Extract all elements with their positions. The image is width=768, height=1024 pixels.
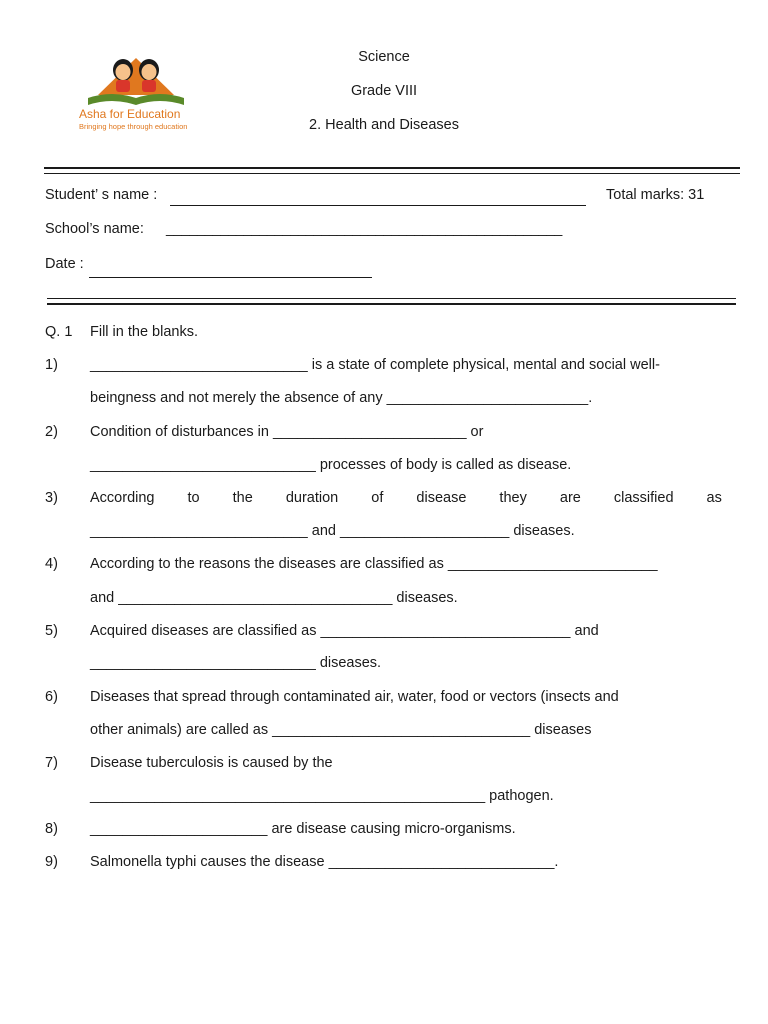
chapter-title: 2. Health and Diseases [309,117,459,133]
question-number: Q. 1 [45,324,73,340]
total-marks: Total marks: 31 [606,187,705,203]
info-rule-bottom [47,303,736,305]
word: disease [416,490,467,506]
school-name-label: School’s name: [45,221,144,237]
item-line[interactable]: Condition of disturbances in ________________________ or [90,424,484,440]
item-line[interactable]: Acquired diseases are classified as _______________________________ and [90,623,599,639]
school-name-blank[interactable]: ___________________________________________________ [166,221,562,237]
date-label: Date : [45,256,84,272]
logo-tagline: Bringing hope through education [79,122,188,131]
item-line[interactable]: beingness and not merely the absence of any _________________________. [90,390,593,406]
header-rule-top [44,167,740,169]
item-line[interactable]: ___________________________ is a state of complete physical, mental and social well- [90,357,660,373]
item-line[interactable]: other animals) are called as ________________________________ diseases [90,722,592,738]
word: duration [285,490,339,506]
grade-title: Grade VIII [350,83,418,99]
item-number: 7) [45,755,58,771]
word: they [499,490,527,506]
question-title: Fill in the blanks. [90,324,198,340]
item-line[interactable]: Salmonella typhi causes the disease ____________________________. [90,854,559,870]
item-line[interactable]: Diseases that spread through contaminated air, water, food or vectors (insects and [90,689,619,705]
word: as [706,490,722,506]
word: are [559,490,581,506]
item-number: 8) [45,821,58,837]
item-number: 4) [45,556,58,572]
subject-title: Science [358,49,410,65]
word: of [371,490,384,506]
item-number: 9) [45,854,58,870]
word: According [90,490,155,506]
word: classified [613,490,674,506]
item-number: 6) [45,689,58,705]
item-line[interactable]: _________________________________________________ pathogen. [90,788,554,804]
item-line[interactable]: Disease tuberculosis is caused by the [90,755,333,771]
header-rule-bottom [44,173,740,174]
student-name-blank[interactable] [170,205,586,206]
date-blank[interactable] [89,277,372,278]
item-line[interactable]: ______________________ are disease causing micro-organisms. [90,821,516,837]
logo-name: Asha for Education [79,107,181,121]
item-number: 2) [45,424,58,440]
item-number: 1) [45,357,58,373]
word: to [187,490,200,506]
word: the [232,490,253,506]
item-justified-line [90,490,722,506]
item-line[interactable]: ____________________________ diseases. [90,655,382,671]
student-name-label: Student’ s name : [45,187,158,203]
item-line[interactable]: ___________________________ and _____________________ diseases. [90,523,575,539]
item-number: 5) [45,623,58,639]
item-line[interactable]: and __________________________________ diseases. [90,590,458,606]
item-line[interactable]: ____________________________ processes of body is called as disease. [90,457,572,473]
item-line[interactable]: According to the reasons the diseases are classified as __________________________ [90,556,658,572]
item-number: 3) [45,490,58,506]
info-rule-top [47,298,736,299]
